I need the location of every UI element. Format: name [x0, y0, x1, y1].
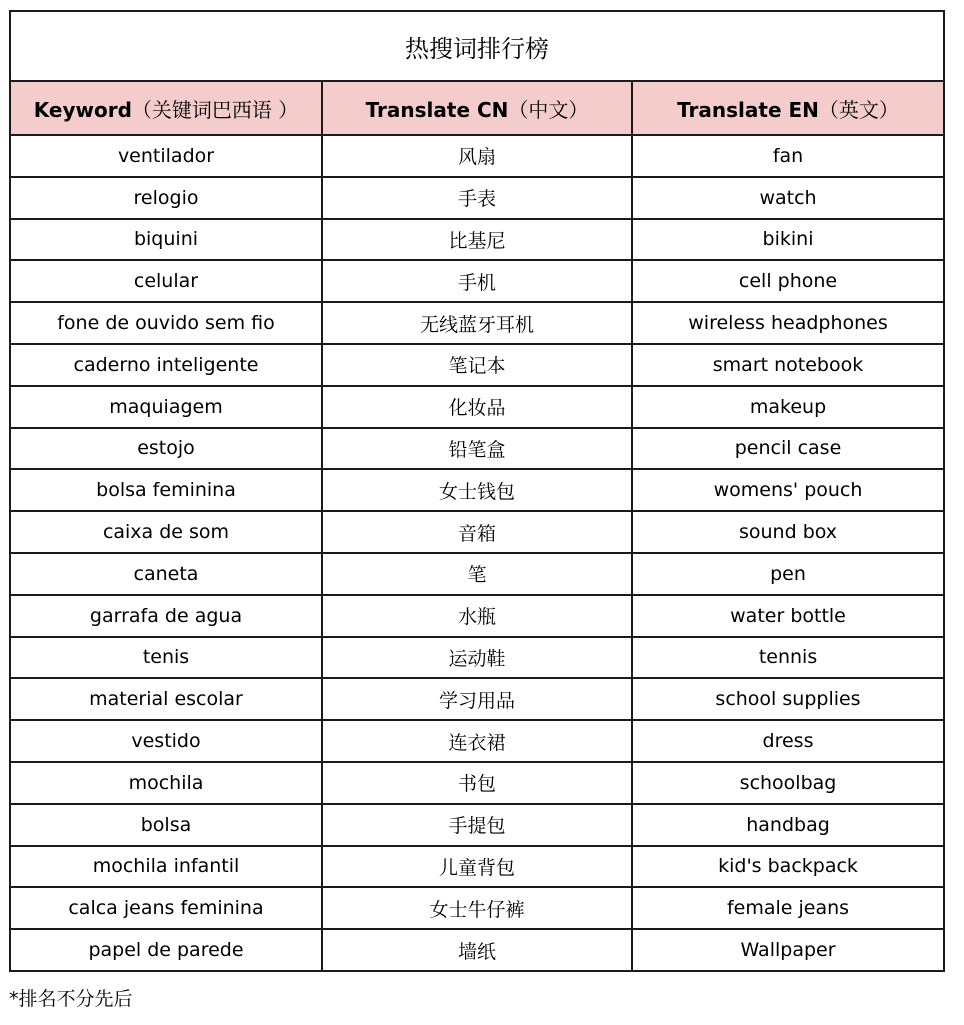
cell-keyword: material escolar — [10, 678, 322, 720]
cell-translate-en: Wallpaper — [632, 929, 944, 971]
cell-translate-en: pen — [632, 553, 944, 595]
cell-translate-cn: 女士钱包 — [322, 469, 632, 511]
table-title: 热搜词排行榜 — [10, 11, 944, 81]
column-header-cn: （中文） — [508, 97, 589, 122]
table-row — [10, 511, 944, 553]
cell-keyword: papel de parede — [10, 929, 322, 971]
cell-translate-en: water bottle — [632, 595, 944, 637]
table-row — [10, 302, 944, 344]
cell-keyword: mochila — [10, 762, 322, 804]
cell-translate-cn: 无线蓝牙耳机 — [322, 302, 632, 344]
table-row — [10, 260, 944, 302]
ranking-table-container — [9, 10, 943, 972]
table-row — [10, 846, 944, 888]
table-row — [10, 428, 944, 470]
table-row — [10, 720, 944, 762]
cell-keyword: garrafa de agua — [10, 595, 322, 637]
cell-translate-en: schoolbag — [632, 762, 944, 804]
cell-keyword: bolsa feminina — [10, 469, 322, 511]
table-row — [10, 386, 944, 428]
cell-translate-en: wireless headphones — [632, 302, 944, 344]
table-row — [10, 804, 944, 846]
cell-translate-cn: 学习用品 — [322, 678, 632, 720]
table-row — [10, 219, 944, 261]
cell-keyword: tenis — [10, 637, 322, 679]
table-row — [10, 469, 944, 511]
cell-keyword: caneta — [10, 553, 322, 595]
cell-translate-en: handbag — [632, 804, 944, 846]
cell-translate-en: makeup — [632, 386, 944, 428]
table-row — [10, 595, 944, 637]
cell-keyword: relogio — [10, 177, 322, 219]
cell-translate-en: sound box — [632, 511, 944, 553]
cell-translate-en: bikini — [632, 219, 944, 261]
cell-translate-cn: 手提包 — [322, 804, 632, 846]
cell-keyword: fone de ouvido sem fio — [10, 302, 322, 344]
cell-translate-en: tennis — [632, 637, 944, 679]
cell-translate-en: pencil case — [632, 428, 944, 470]
cell-translate-en: dress — [632, 720, 944, 762]
cell-translate-en: watch — [632, 177, 944, 219]
column-header-en: Keyword — [33, 97, 132, 122]
cell-translate-cn: 连衣裙 — [322, 720, 632, 762]
cell-translate-cn: 水瓶 — [322, 595, 632, 637]
cell-keyword: maquiagem — [10, 386, 322, 428]
cell-keyword: biquini — [10, 219, 322, 261]
column-header-translate-en — [632, 81, 944, 135]
table-title-row — [10, 11, 944, 81]
column-header-en: Translate EN — [677, 97, 819, 122]
table-row — [10, 177, 944, 219]
column-header-en: Translate CN — [365, 97, 509, 122]
cell-translate-en: smart notebook — [632, 344, 944, 386]
cell-translate-en: female jeans — [632, 887, 944, 929]
cell-keyword: celular — [10, 260, 322, 302]
cell-translate-cn: 手表 — [322, 177, 632, 219]
table-row — [10, 762, 944, 804]
table-row — [10, 553, 944, 595]
cell-translate-cn: 书包 — [322, 762, 632, 804]
cell-keyword: caixa de som — [10, 511, 322, 553]
cell-keyword: bolsa — [10, 804, 322, 846]
cell-translate-cn: 女士牛仔裤 — [322, 887, 632, 929]
cell-translate-cn: 音箱 — [322, 511, 632, 553]
cell-keyword: caderno inteligente — [10, 344, 322, 386]
cell-keyword: vestido — [10, 720, 322, 762]
table-header-row — [10, 81, 944, 135]
ranking-table — [9, 10, 945, 972]
cell-translate-cn: 手机 — [322, 260, 632, 302]
cell-keyword: estojo — [10, 428, 322, 470]
cell-translate-cn: 墙纸 — [322, 929, 632, 971]
column-header-cn: （关键词巴西语 ） — [131, 97, 299, 122]
table-row — [10, 678, 944, 720]
column-header-keyword — [10, 81, 322, 135]
cell-translate-en: cell phone — [632, 260, 944, 302]
cell-translate-en: womens' pouch — [632, 469, 944, 511]
cell-translate-cn: 儿童背包 — [322, 846, 632, 888]
table-row — [10, 637, 944, 679]
cell-keyword: calca jeans feminina — [10, 887, 322, 929]
cell-translate-en: kid's backpack — [632, 846, 944, 888]
table-row — [10, 929, 944, 971]
footnote: *排名不分先后 — [9, 988, 133, 1010]
cell-keyword: ventilador — [10, 135, 322, 177]
cell-translate-cn: 比基尼 — [322, 219, 632, 261]
cell-translate-cn: 风扇 — [322, 135, 632, 177]
cell-keyword: mochila infantil — [10, 846, 322, 888]
cell-translate-cn: 运动鞋 — [322, 637, 632, 679]
cell-translate-cn: 化妆品 — [322, 386, 632, 428]
cell-translate-en: school supplies — [632, 678, 944, 720]
column-header-translate-cn — [322, 81, 632, 135]
cell-translate-cn: 笔 — [322, 553, 632, 595]
table-row — [10, 344, 944, 386]
cell-translate-cn: 笔记本 — [322, 344, 632, 386]
table-row — [10, 135, 944, 177]
column-header-cn: （英文） — [818, 97, 899, 122]
table-row — [10, 887, 944, 929]
cell-translate-en: fan — [632, 135, 944, 177]
cell-translate-cn: 铅笔盒 — [322, 428, 632, 470]
